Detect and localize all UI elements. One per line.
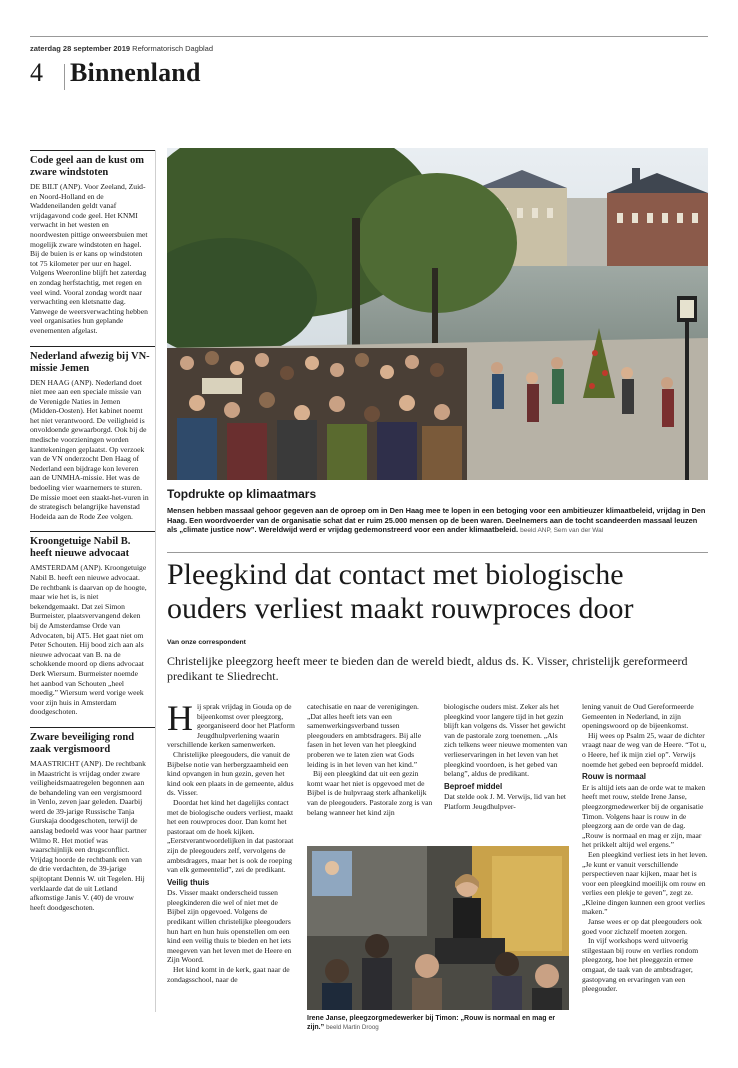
paragraph: Doordat het kind het dagelijks contact met de biologische ouders verliest, maakt het een rouwproces door. Dan komt het pastoraat om de hoek kijken. „Eerstverantwoordelijken in dat pastoraat zijn de pleegouders zelf, vervolgens de ambtsdragers, maar het is ook de roeping van elk gemeentelid”, zei de predikant. <box>167 797 294 875</box>
article-column-3 <box>444 702 572 812</box>
page-separator <box>64 64 65 90</box>
climate-march-illustration <box>167 148 708 480</box>
photo-caption <box>167 506 708 536</box>
brief <box>30 346 155 522</box>
paragraph: Bij een pleegkind dat uit een gezin komt waar het niet is opgevoed met de Bijbel is de hulpvraag sterk afhankelijk van de pleegouders. Pastorale zorg is van belang wanneer het kind zijn <box>307 769 433 817</box>
climate-march-photo <box>167 148 708 480</box>
subheading: Rouw is normaal <box>582 772 647 782</box>
brief-text: AMSTERDAM (ANP). Kroongetuige Nabil B. heeft een nieuwe advocaat. De rechtbank is daarvan op de hoogte, maar wie het is, is niet bekendgemaakt. Dat zei Simon Burmeister, plaatsvervangend deken bij de Amsterdamse Orde van Advocaten, bij AT5. Het gaat niet om Peter Schouten. Hij bood zich aan als nieuwe advocaat van B. na de schokkende moord op diens advocaat Derk Wiersum. Burmeister noemde het aanbod van Schouten „heel moedig.” Wiersum werd vorige week voor zijn huis in Amsterdam doodgeschoten. <box>30 563 147 717</box>
page-number: 4 <box>30 58 43 87</box>
paragraph: Hij wees op Psalm 25, waar de dichter vraagt naar de weg van de Heere. “Tot u, o Heere, hef ik mijn ziel op”. Verwijs noemde het gebed een beproefd middel. <box>582 730 707 769</box>
brief-title: Nederland afwezig bij VN-missie Jemen <box>30 350 150 374</box>
paragraph: In vijf workshops werd uitvoerig stilgestaan bij rouw en verlies rondom pleegzorg, hoe het pleeggezin ermee omgaat, de taak van de ambtsdrager, gastopvang en ervaringen van een pleegouder. <box>582 936 699 994</box>
paragraph: Dat stelde ook J. M. Verwijs, lid van het Platform Jeugdhulpver- <box>444 792 566 811</box>
paper-name: Reformatorisch Dagblad <box>132 44 214 53</box>
meeting-caption-text: Irene Janse, pleegzorgmedewerker bij Timon: „Rouw is normaal en mag er zijn.” <box>307 1015 556 1031</box>
meeting-photo-caption <box>307 1014 569 1032</box>
paragraph: Ds. Visser maakt onderscheid tussen pleegkinderen die wel of niet met de Bijbel zijn opgevoed. Volgens de predikant willen christelijke pleegouders hun hart en hun huis openstellen om een kind een veilig thuis te bieden en het iets meegeven van het leven met de Heere en Zijn Woord. <box>167 888 292 965</box>
subheading: Beproef middel <box>444 781 503 791</box>
paragraph: Een pleegkind verliest iets in het leven. „Je kunt er vanuit verschillende perspectieven naar kijken, maar het is voor een pleegkind moeilijk om rouw en verlies een plekje te geven”, zegt ze. „Kleine dingen kunnen een groot verlies maken.” <box>582 849 708 917</box>
paragraph: Er is altijd iets aan de orde wat te maken heeft met rouw, stelde Irene Janse, pleegzorgmedewerker bij de organisatie Timon. Volgens haar is rouw in de pleegzorg aan de orde van de dag. „Rouw is normaal en mag er zijn, maar het prikkelt altijd wel ergens.” <box>582 782 706 850</box>
brief-text: MAASTRICHT (ANP). De rechtbank in Maastricht is vrijdag onder zware veiligheidsmaatregelen begonnen aan de behandeling van een vergismoord in Venlo, zeven jaar geleden. Daarbij werd de 39-jarige Russische Tanja Gurskaja doodgeschoten, terwijl de aanslag bedoeld was voor haar partner Wilmo R. Het motief was waarschijnlijk een drugsconflict. Vrijdag hoorde de rechtbank een van de drie verdachten, de 39-jarige spijtoptant Dennis W. uit Tegelen. Hij verklaarde dat de uit Letland afkomstige Janis V. (40) de vrouw heeft doodgeschoten. <box>30 758 147 912</box>
article-column-1 <box>167 698 295 984</box>
photo-title: Topdrukte op klimaatmars <box>167 487 317 501</box>
paragraph: Christelijke pleegouders, die vanuit de Bijbelse notie van herbergzaamheid een kind opvangen in hun gezin, geven het kind ook een plaats in de gemeente, aldus ds. Visser. <box>167 749 294 798</box>
brief-title: Code geel aan de kust om zware windstoten <box>30 155 145 178</box>
dateline <box>30 44 213 53</box>
brief-text: DE BILT (ANP). Voor Zeeland, Zuid- en Noord-Holland en de Waddeneilanden geldt vanaf vrijdagavond code geel. Het KNMI verwacht in het westen en noordwesten pittige onweersbuien met mogelijk zware windstoten en hagel. Bij de buien is er kans op windstoten tot 75 kilometer per uur en hagel. Volgens Weeronline blijft het zaterdag en zondag herfstachtig, met regen en veel wind. Vooral zondag wordt naar verwachting een kletsnatte dag. Vanwege de weersverwachting hebben veel organisaties hun geplande evenementen afgelast. <box>30 182 148 335</box>
brief <box>30 150 155 336</box>
paragraph: catechisatie en naar de verenigingen. „Dat alles heeft iets van een samenwerkingsverband tussen pleegouders en ambtsdragers. Bij alle fasen in het leven van het pleegkind proberen we te laten zien wat Gods leiding is in het leven van het kind.” <box>307 702 422 769</box>
dropcap: H <box>167 698 193 738</box>
brief-title: Kroongetuige Nabil B. heeft nieuwe advocaat <box>30 536 131 560</box>
paragraph: biologische ouders mist. Zeker als het pleegkind voor langere tijd in het gezin blijft kan volgens ds. Visser het gewicht van de pastorale zorg toenemen. „Als zich telkens weer nieuwe momenten van verlieservaringen in het leven van het pleegkind voordoen, is het gebed van belang”, aldus de predikant. <box>444 702 568 779</box>
top-rule <box>30 36 708 37</box>
article-rule <box>167 552 708 553</box>
photo-caption-text: Mensen hebben massaal gehoor gegeven aan de oproep om in Den Haag mee te lopen in een betoging voor een ambitieuzer klimaatbeleid, vrijdag in Den Haag. Een woordvoerder van de organisatie schat dat er ruim 25.000 mensen op de been waren. Deelnemers aan de tocht scandeerden massaal leuzen als „climate justice now”. Wereldwijd werd er vrijdag gedemonstreerd voor een ander klimaatbeleid. <box>167 506 706 535</box>
brief-title: Zware beveiliging rond zaak vergismoord <box>30 731 135 755</box>
brief-text: DEN HAAG (ANP). Nederland doet niet mee aan een speciale missie van de Verenigde Naties in Jemen (Midden-Oosten). Het kabinet noemt het niet verantwoord. De veiligheid is onvoldoende gewaarborgd. Ook bij de medische voorzieningen worden kanttekeningen geplaatst. Op verzoek van de VN onderzocht Den Haag of Nederland een bijdrage kon leveren aan de UNMHA-missie. Het was de bedoeling vier waarnemers te sturen. De missie moet een staakt-het-vuren in de strategisch belangrijke havenstad Hodeida aan de Rode Zee volgen. <box>30 377 149 521</box>
meeting-photo <box>307 846 569 1010</box>
date: zaterdag 28 september 2019 <box>30 44 131 53</box>
article-column-2 <box>307 702 435 817</box>
subheading: Veilig thuis <box>167 877 210 887</box>
photo-credit: beeld ANP, Sem van der Wal <box>520 527 604 535</box>
brief <box>30 531 155 717</box>
byline: Van onze correspondent <box>167 639 246 646</box>
meeting-illustration <box>307 846 569 1010</box>
section-title: Binnenland <box>70 58 201 87</box>
meeting-photo-credit: beeld Martin Droog <box>326 1024 379 1031</box>
paragraph: lening vanuit de Oud Gereformeerde Gemeenten in Nederland, in zijn openingswoord op de bijeenkomst. <box>582 702 694 731</box>
news-briefs-sidebar <box>30 150 156 1012</box>
paragraph: Het kind komt in de kerk, gaat naar de zondagsschool, naar de <box>167 965 290 984</box>
paragraph: ij sprak vrijdag in Gouda op de bijeenkomst over pleegzorg, georganiseerd door het Platform Jeugdhulpverlening waarin verschillende kerken samenwerken. <box>167 702 295 750</box>
article-intro: Christelijke pleegzorg heeft meer te bieden dan de wereld biedt, aldus ds. K. Visser, christelijk gereformeerd predikant te Sliedrecht. <box>167 654 688 683</box>
paragraph: Janse wees er op dat pleegouders ook goed voor zichzelf moeten zorgen. <box>582 917 702 936</box>
article-column-4 <box>582 702 708 994</box>
brief <box>30 727 155 913</box>
article-headline: Pleegkind dat contact met biologische ouders verliest maakt rouwproces door <box>167 558 634 625</box>
